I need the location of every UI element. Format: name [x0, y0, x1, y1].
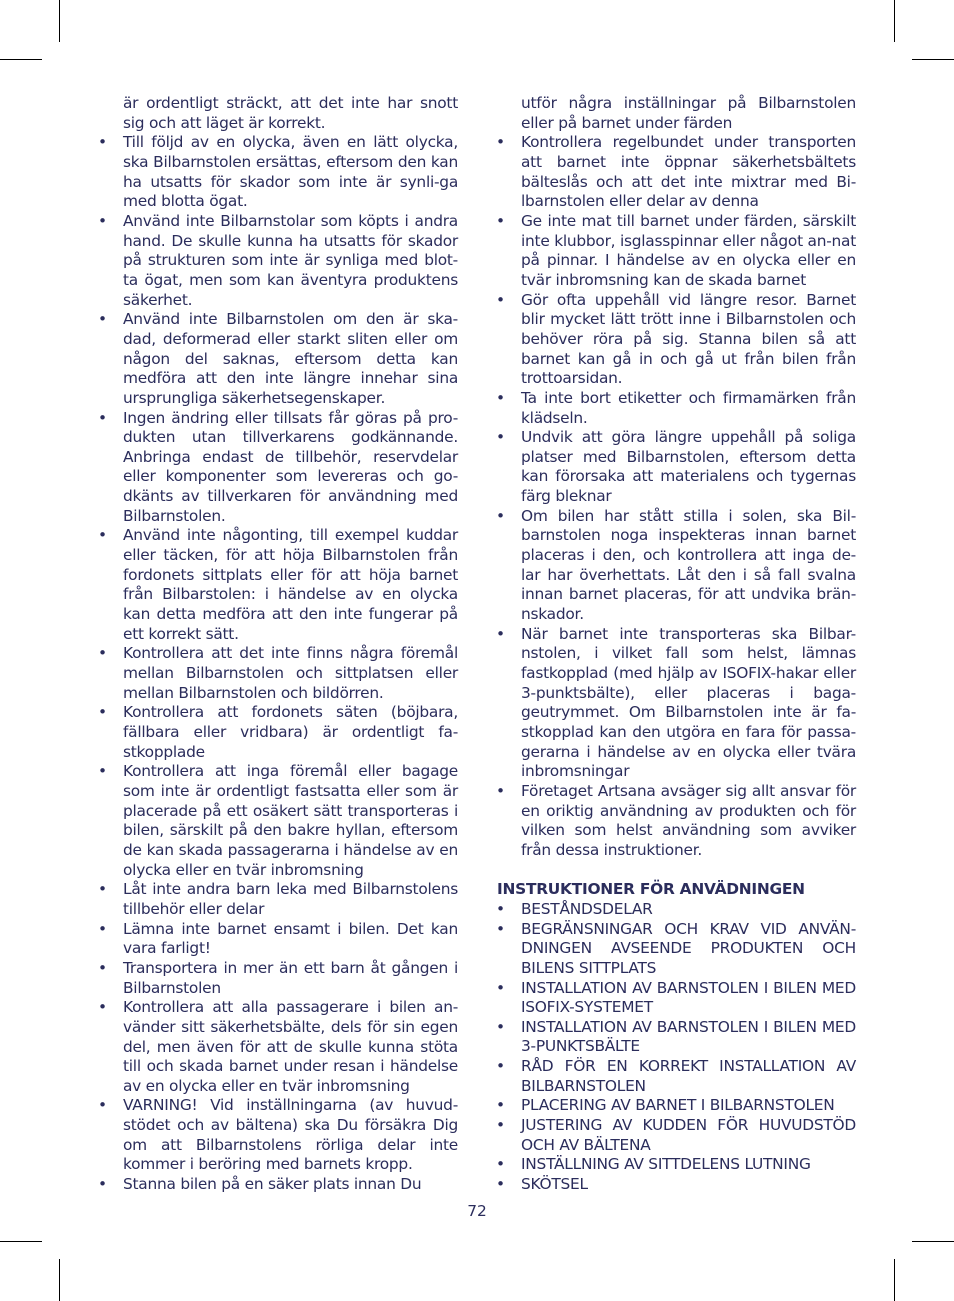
list-item-text: Företaget Artsana avsäger sig allt ansvar för en oriktig användning av produkten och för vilken som helst användning som avviker från dessa instruktioner. — [521, 781, 856, 859]
crop-mark — [0, 1241, 42, 1242]
list-item-text: Ta inte bort etiketter och firmamärken från klädseln. — [521, 388, 856, 427]
bullet-icon: • — [98, 408, 107, 427]
list-item — [96, 920, 458, 959]
contents-item — [494, 1155, 856, 1175]
list-item-text: Kontrollera att fordonets säten (böjbara, fällbara eller vridbara) är ordentligt fa-stkopplade — [123, 703, 458, 761]
list-item-text: Ge inte mat till barnet under färden, särskilt inte klubbor, isglasspinnar eller något an-nat på pinnar. I händelse av en olycka eller en tvär inbromsning kan de skada barnet — [521, 211, 856, 289]
list-item — [96, 526, 458, 644]
left-column — [96, 94, 458, 1195]
contents-item — [494, 1018, 856, 1057]
bullet-icon: • — [496, 1057, 505, 1076]
crop-mark — [0, 59, 42, 60]
list-item-text: Kontrollera att alla passagerare i bilen an-vänder sitt säkerhetsbälte, dels för sin egen del, men även för att de skulle kunna stöta till och skada barnet under resan i händelse av en olycka eller en tvär inbromsning — [123, 998, 458, 1095]
bullet-icon: • — [98, 1175, 107, 1194]
list-item-text: JUSTERING AV KUDDEN FÖR HUVUDSTÖD OCH AV BÄLTENA — [521, 1116, 856, 1154]
bullet-icon: • — [98, 919, 107, 938]
contents-list — [494, 900, 856, 1195]
list-item — [494, 389, 856, 428]
safety-list — [96, 133, 458, 1194]
list-item-text: Gör ofta uppehåll vid längre resor. Barnet blir mycket lätt trött inne i Bilbarnstolen och behöver röra på sig. Stanna bilen så att barnet kan gå in och gå ut från bilen från trottoarsidan. — [521, 290, 856, 388]
bullet-icon: • — [496, 899, 505, 918]
crop-mark — [912, 59, 954, 60]
bullet-icon: • — [496, 211, 505, 230]
list-item-text: VARNING! Vid inställningarna (av huvud-stödet och av bältena) ska Du försäkra Dig om att Bilbarnstolens rörliga delar inte kommer i beröring med barnets kropp. — [123, 1096, 458, 1174]
list-item — [494, 782, 856, 861]
bullet-icon: • — [496, 781, 505, 800]
continuation-text: utför några inställningar på Bilbarnstolen eller på barnet under färden — [521, 94, 856, 132]
list-item — [494, 212, 856, 291]
bullet-icon: • — [496, 1017, 505, 1036]
section-heading: INSTRUKTIONER FÖR ANVÄDNINGEN — [497, 880, 805, 899]
list-item — [494, 428, 856, 507]
list-item-text: Stanna bilen på en säker plats innan Du — [123, 1175, 422, 1194]
list-item-text: Kontrollera att inga föremål eller bagage som inte är ordentligt fastsatta eller som är placerade på ett osäkert sätt transporteras i bilen, särskilt på den bakre hyllan, eftersom de kan skada passagerarna i händelse av en olycka eller en tvär inbromsning — [123, 762, 458, 879]
list-item — [96, 998, 458, 1096]
bullet-icon: • — [98, 211, 107, 230]
bullet-icon: • — [496, 1155, 505, 1174]
bullet-icon: • — [98, 1096, 107, 1115]
list-item-text: Transportera in mer än ett barn åt gången i Bilbarnstolen — [123, 958, 458, 997]
contents-item — [494, 1116, 856, 1155]
bullet-icon: • — [496, 978, 505, 997]
bullet-icon: • — [496, 1116, 505, 1135]
bullet-icon: • — [98, 998, 107, 1017]
page-number: 72 — [467, 1202, 487, 1220]
continuation-text: är ordentligt sträckt, att det inte har snott sig och att läget är korrekt. — [123, 94, 458, 132]
list-item — [96, 212, 458, 310]
crop-mark — [894, 1259, 895, 1301]
list-item — [96, 959, 458, 998]
contents-item — [494, 1057, 856, 1096]
list-item — [494, 133, 856, 212]
bullet-icon: • — [496, 428, 505, 447]
bullet-icon: • — [496, 133, 505, 152]
safety-list — [494, 133, 856, 860]
list-item-text: Använd inte Bilbarnstolen om den är ska-dad, deformerad eller starkt sliten eller om någon del saknas, eftersom detta kan medföra att den inte längre innehar sina ursprungliga säkerhetsegenskaper. — [123, 310, 458, 407]
list-item-text: Ingen ändring eller tillsats får göras på pro-dukten utan tillverkarens godkännande. Anbringa endast de tillbehör, reservdelar eller komponenter som levereras och go-dkänts av tillverkaren för användning med Bilbarnstolen. — [123, 408, 458, 525]
list-item-text: Kontrollera regelbundet under transporten att barnet inte öppnar säkerhetsbältets bälteslås och att det inte mixtrar med Bi-lbarnstolen eller delar av denna — [521, 133, 856, 211]
list-item-text: SKÖTSEL — [521, 1175, 588, 1194]
bullet-icon: • — [98, 310, 107, 329]
bullet-icon: • — [496, 624, 505, 643]
bullet-icon: • — [98, 526, 107, 545]
contents-item — [494, 1096, 856, 1116]
bullet-icon: • — [98, 958, 107, 977]
list-item-text: Undvik att göra längre uppehåll på soliga platser med Bilbarnstolen, eftersom detta kan förorsaka att materialens och tygernas färg bleknar — [521, 428, 856, 506]
list-item-text: Använd inte någonting, till exempel kuddar eller täcken, för att höja Bilbarnstolen från fordonets sittplats eller för att höja barnet från Bilbarstolen: i händelse av en olycka kan detta medföra att den inte fungerar på ett korrekt sätt. — [123, 526, 458, 643]
crop-mark — [912, 1241, 954, 1242]
list-item — [494, 507, 856, 625]
list-item — [96, 644, 458, 703]
bullet-icon: • — [496, 388, 505, 407]
list-item-text: BESTÅNDSDELAR — [521, 899, 653, 918]
list-item-text: Låt inte andra barn leka med Bilbarnstolens tillbehör eller delar — [123, 880, 458, 918]
right-column — [494, 94, 856, 1195]
list-item-text: Använd inte Bilbarnstolar som köpts i andra hand. De skulle kunna ha utsatts för skador på strukturen som inte är synliga med blot-ta ögat, men som kan äventyra produktens säkerhet. — [123, 211, 458, 309]
list-item-text: INSTÄLLNING AV SITTDELENS LUTNING — [521, 1155, 811, 1174]
bullet-icon: • — [496, 919, 505, 938]
bullet-icon: • — [98, 703, 107, 722]
list-item-text: Kontrollera att det inte finns några föremål mellan Bilbarnstolen och sittplatsen eller mellan Bilbarnstolen och bildörren. — [123, 644, 458, 702]
list-item — [96, 880, 458, 919]
contents-item — [494, 900, 856, 920]
bullet-icon: • — [496, 290, 505, 309]
list-item-text: Lämna inte barnet ensamt i bilen. Det kan vara farligt! — [123, 919, 458, 958]
list-item — [96, 1096, 458, 1175]
crop-mark — [59, 0, 60, 42]
contents-item — [494, 979, 856, 1018]
crop-mark — [59, 1259, 60, 1301]
list-item-text: INSTALLATION AV BARNSTOLEN I BILEN MED 3-PUNKTSBÄLTE — [521, 1017, 856, 1056]
list-item — [96, 409, 458, 527]
bullet-icon: • — [98, 133, 107, 152]
list-item — [96, 1175, 458, 1195]
list-item-text: INSTALLATION AV BARNSTOLEN I BILEN MED ISOFIX-SYSTEMET — [521, 978, 856, 1017]
list-item — [96, 703, 458, 762]
bullet-icon: • — [98, 762, 107, 781]
bullet-icon: • — [98, 880, 107, 899]
section-spacer — [494, 861, 856, 881]
list-item — [96, 133, 458, 212]
bullet-icon: • — [98, 644, 107, 663]
bullet-icon: • — [496, 1175, 505, 1194]
bullet-icon: • — [496, 1096, 505, 1115]
crop-mark — [894, 0, 895, 42]
list-item — [494, 625, 856, 782]
list-item-text: RÅD FÖR EN KORREKT INSTALLATION AV BILBARNSTOLEN — [521, 1057, 856, 1095]
bullet-icon: • — [496, 506, 505, 525]
list-item-text: När barnet inte transporteras ska Bilbar-nstolen, i vilket fall som helst, lämnas fastkopplad (med hjälp av ISOFIX-hakar eller 3-punktsbälte), eller placeras i baga-geutrymmet. Om Bilbarnstolen inte är fa-stkopplad kan den utgöra en fara för passa-gerarna i händelse av en olycka eller tvära inbromsningar — [521, 624, 856, 781]
list-item — [96, 762, 458, 880]
list-item-text: PLACERING AV BARNET I BILBARNSTOLEN — [521, 1096, 835, 1115]
contents-item — [494, 920, 856, 979]
contents-item — [494, 1175, 856, 1195]
list-item-text: Till följd av en olycka, även en lätt olycka, ska Bilbarnstolen ersättas, eftersom den kan ha utsatts för skador som inte är synli-ga med blotta ögat. — [123, 133, 458, 211]
list-item — [494, 291, 856, 389]
list-item — [96, 310, 458, 408]
list-item-text: Om bilen har stått stilla i solen, ska Bil-barnstolen noga inspekteras innan barnet placeras i den, och kontrollera att inga de-lar har överhettats. Låt den i så fall svalna innan barnet placeras, för att undvika brän-nskador. — [521, 506, 856, 624]
list-item-text: BEGRÄNSNINGAR OCH KRAV VID ANVÄN-DNINGEN AVSEENDE PRODUKTEN OCH BILENS SITTPLATS — [521, 919, 856, 977]
